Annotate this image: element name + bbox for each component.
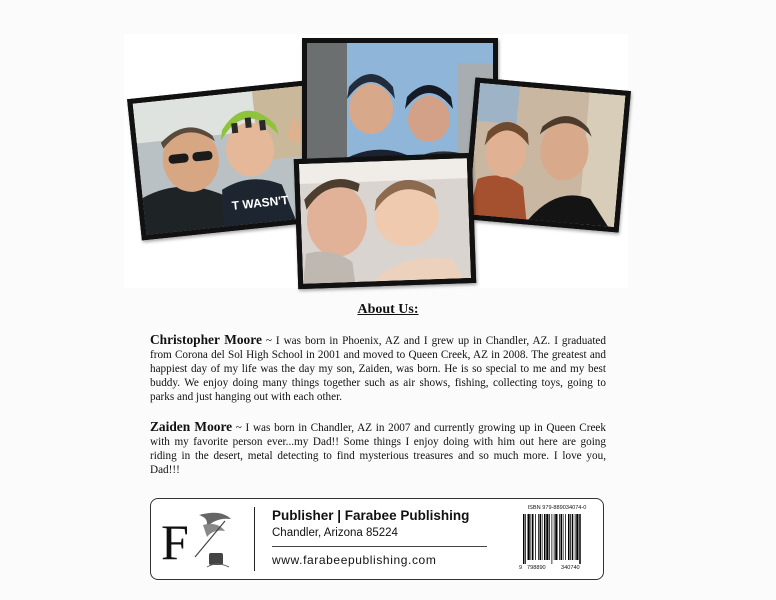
barcode-digit-left: 9 <box>519 565 523 571</box>
bio-zaiden <box>150 420 606 477</box>
shirt-text: T WASN'T <box>231 192 290 213</box>
about-us-heading: About Us: <box>357 302 419 317</box>
bio-zaiden-name: Zaiden Moore <box>150 419 233 434</box>
publisher-name: Publisher | Farabee Publishing <box>272 508 470 523</box>
footer-divider-vertical <box>254 507 255 571</box>
barcode-bars-icon <box>519 514 595 564</box>
bio-zaiden-text: ~ I was born in Chandler, AZ in 2007 and currently growing up in Queen Creek with my favorite person ever...my Dad!! Some things I enjoy doing with him out here are going riding in the desert, metal detecting to find mysterious treasures and so much more. I love you, Dad!!! <box>150 422 606 476</box>
footer-divider-horizontal <box>272 546 487 547</box>
publisher-logo-icon <box>159 507 237 571</box>
svg-text:F: F <box>161 514 189 570</box>
photo-father-baby <box>294 153 476 289</box>
bio-christopher <box>150 333 606 404</box>
photo-father-son-hug <box>463 77 631 232</box>
publisher-city: Chandler, Arizona 85224 <box>272 527 398 539</box>
photo-collage <box>124 34 628 288</box>
bio-christopher-text: ~ I was born in Phoenix, AZ and I grew up in Chandler, AZ. I graduated from Corona del Sol High School in 2001 and moved to Queen Creek, AZ in 2008. The greatest and happiest day of my life was the day my son, Zaiden, was born. He is so special to me and my best buddy. We enjoy doing many things together such as air shows, fishing, collecting toys, going to parks and just hanging out with each other. <box>150 335 606 403</box>
barcode-digits-mid: 798890 <box>527 565 546 571</box>
publisher-box <box>150 498 604 580</box>
isbn-label: ISBN 979-889034074-0 <box>527 505 587 511</box>
publisher-url: www.farabeepublishing.com <box>272 553 437 567</box>
barcode-digits-right: 340740 <box>561 565 580 571</box>
bio-christopher-name: Christopher Moore <box>150 332 262 347</box>
barcode <box>519 505 595 573</box>
